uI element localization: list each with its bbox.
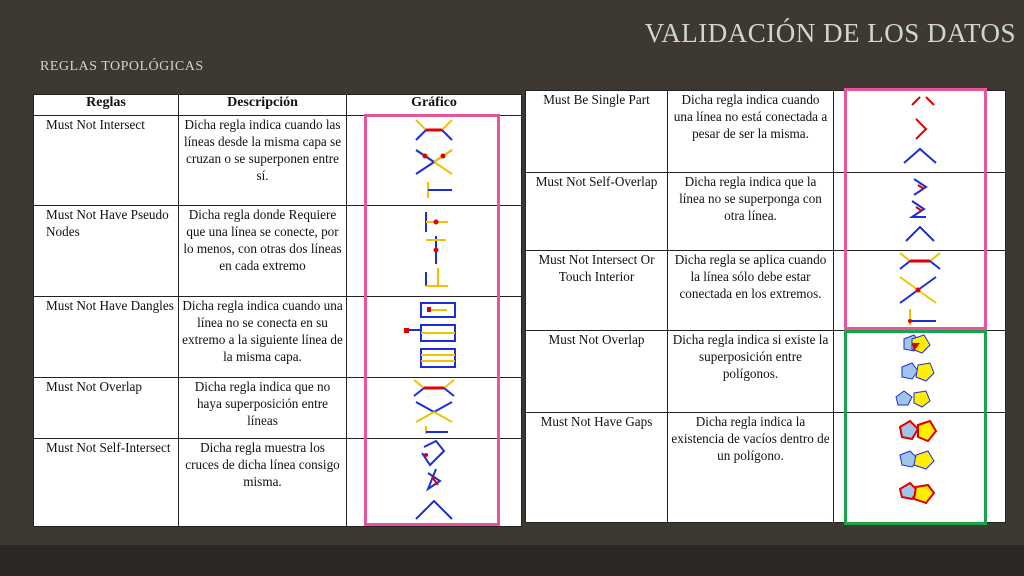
rule-name: Must Not Have Dangles (34, 297, 179, 378)
slide-title: VALIDACIÓN DE LOS DATOS (644, 18, 1016, 48)
intersect-lines-icon (404, 116, 464, 202)
rule-name: Must Not Intersect (34, 116, 179, 206)
header-grafico: Gráfico (347, 95, 522, 116)
table-row (34, 439, 522, 527)
rule-name: Must Not Intersect Or Touch Interior (526, 251, 668, 331)
rule-graphic (834, 331, 1006, 413)
rule-description: Dicha regla indica cuando una línea no se conecta en su extremo a la siguiente línea de la misma capa. (179, 297, 347, 378)
rule-description: Dicha regla indica cuando una línea no está conectada a pesar de ser la misma. (668, 91, 834, 173)
self-overlap-icon (890, 173, 950, 247)
rule-name: Must Not Self-Intersect (34, 439, 179, 527)
rule-graphic (347, 439, 522, 527)
pseudo-nodes-icon (404, 206, 464, 292)
table-row (34, 116, 522, 206)
rule-graphic (347, 297, 522, 378)
dangles-icon (399, 297, 469, 373)
rule-description: Dicha regla donde Requiere que una línea se conecte, por lo menos, con otras dos líneas en cada extremo (179, 206, 347, 297)
overlap-lines-icon (404, 378, 464, 436)
rule-name: Must Not Self-Overlap (526, 173, 668, 251)
header-descripcion: Descripción (179, 95, 347, 116)
rule-description: Dicha regla muestra los cruces de dicha línea consigo misma. (179, 439, 347, 527)
rule-description: Dicha regla se aplica cuando la línea sólo debe estar conectada en los extremos. (668, 251, 834, 331)
rule-description: Dicha regla indica si existe la superposición entre polígonos. (668, 331, 834, 413)
rule-description: Dicha regla indica la existencia de vacíos dentro de un polígono. (668, 413, 834, 523)
rule-graphic (834, 91, 1006, 173)
rule-name: Must Not Have Pseudo Nodes (34, 206, 179, 297)
touch-interior-icon (890, 251, 950, 327)
header-reglas: Reglas (34, 95, 179, 116)
table-row (526, 173, 1006, 251)
rule-description: Dicha regla indica que no haya superposición entre líneas (179, 378, 347, 439)
rule-graphic (834, 173, 1006, 251)
overlap-polygons-icon (890, 331, 950, 409)
table-row (526, 413, 1006, 523)
table-row (526, 331, 1006, 413)
single-part-icon (890, 91, 950, 169)
rule-name: Must Not Overlap (34, 378, 179, 439)
self-intersect-icon (404, 439, 464, 523)
slide-subtitle: REGLAS TOPOLÓGICAS (40, 59, 204, 74)
rules-table-left (33, 94, 522, 527)
gaps-polygons-icon (890, 413, 950, 517)
rule-graphic (347, 378, 522, 439)
table-header-row (34, 95, 522, 116)
table-row (34, 206, 522, 297)
table-row (526, 251, 1006, 331)
rule-graphic (834, 413, 1006, 523)
rule-name: Must Not Overlap (526, 331, 668, 413)
rule-graphic (347, 206, 522, 297)
rule-name: Must Be Single Part (526, 91, 668, 173)
rule-graphic (347, 116, 522, 206)
table-row (526, 91, 1006, 173)
rule-description: Dicha regla indica que la línea no se superponga con otra línea. (668, 173, 834, 251)
table-row (34, 297, 522, 378)
rule-name: Must Not Have Gaps (526, 413, 668, 523)
bottom-band (0, 545, 1024, 576)
table-row (34, 378, 522, 439)
rule-graphic (834, 251, 1006, 331)
rule-description: Dicha regla indica cuando las líneas desde la misma capa se cruzan o se superponen entre sí. (179, 116, 347, 206)
rules-table-right (525, 90, 1006, 523)
